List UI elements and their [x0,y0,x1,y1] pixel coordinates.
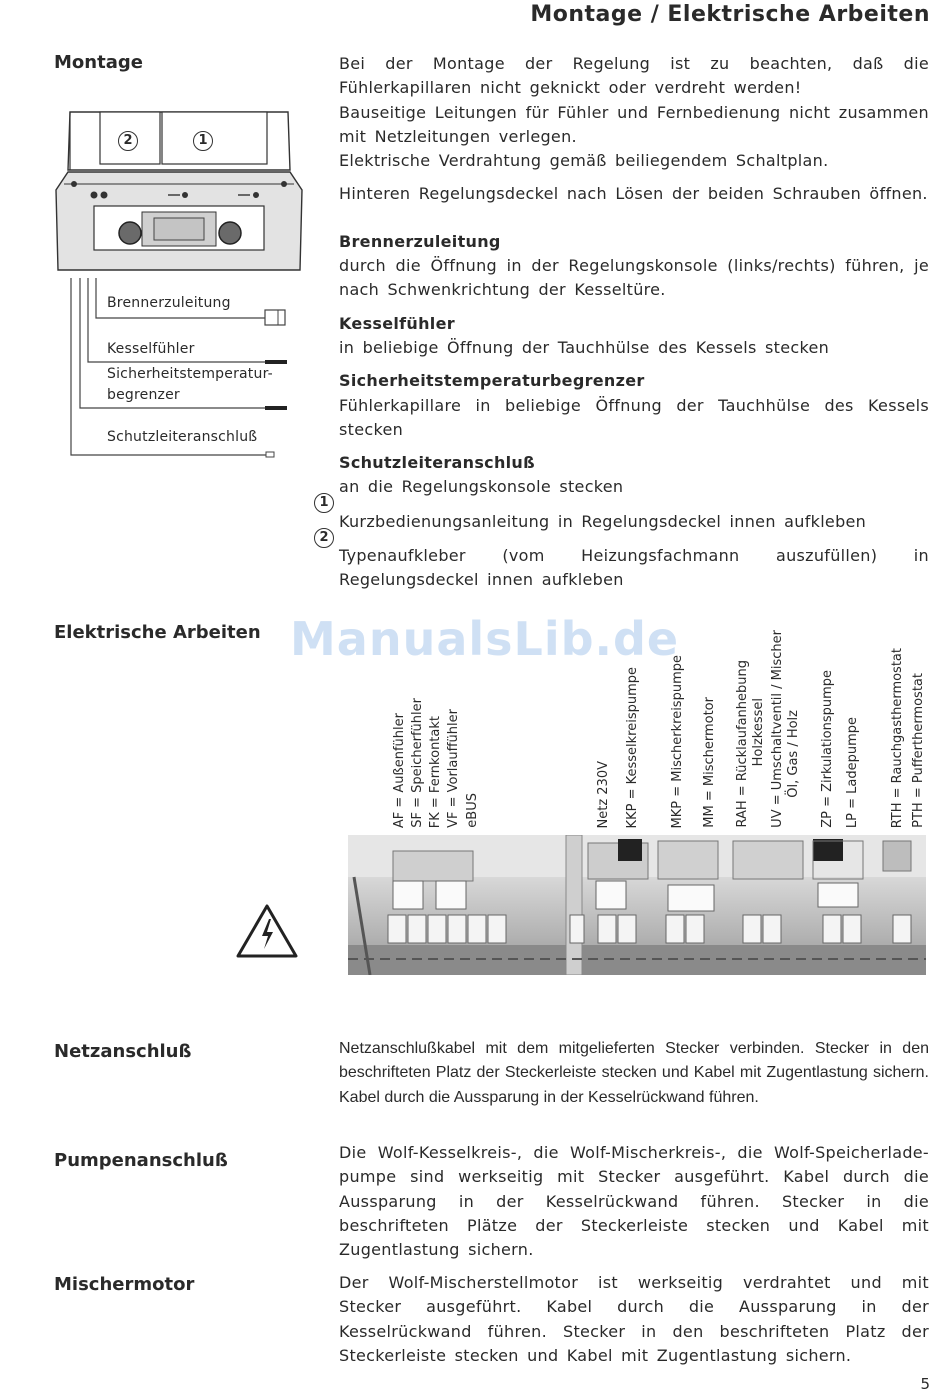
pumpenanschluss-heading: Pumpenanschluß [54,1150,228,1171]
diagram-label-brenner: Brennerzuleitung [107,295,231,311]
terminal-label-mkp: MKP = Mischerkreispumpe [670,654,685,828]
terminal-label-holzkessel: Holzkessel [751,697,766,766]
montage-intro-3: Elektrische Verdrahtung gemäß beiliegendem Schaltplan. [339,151,829,171]
note-marker-1: 1 [314,491,334,513]
terminal-label-ebus: eBUS [465,793,480,828]
pumpenanschluss-text: Die Wolf-Kesselkreis-, die Wolf-Mischerkreis-, die Wolf-Speicherlade-pumpe sind werkseitig mit Stecker ausgeführt. Kabel durch die Aussparung in der Kesselrückwand führen. Stecker in die beschrifteten Plätze der Steckerleiste stecken und Kabel mit Zugentlastung sichern. [339,1143,929,1260]
diagram-marker-1: 1 [193,129,213,151]
terminal-label-netz: Netz 230V [596,760,611,828]
terminal-label-af: AF = Außenfühler [392,712,407,828]
montage-text [339,52,929,593]
terminal-label-kkp: KKP = Kesselkreispumpe [625,666,640,828]
section-text-schutz: an die Regelungskonsole stecken [339,477,624,497]
page-number: 5 [920,1375,930,1393]
section-title-schutz: Schutzleiteranschluß [339,453,535,473]
montage-intro-1: Bei der Montage der Regelung ist zu beachten, daß die Fühlerkapillaren nicht geknickt oder verdreht werden! [339,54,929,98]
section-text-stb: Fühlerkapillare in beliebige Öffnung der Tauchhülse des Kessels stecken [339,395,929,439]
note-marker-2: 2 [314,526,334,548]
diagram-label-kessel: Kesselfühler [107,341,195,357]
mischermotor-text: Der Wolf-Mischerstellmotor ist werkseitig verdrahtet und mit Stecker ausgeführt. Kabel durch die Aussparung in der Kesselrückwand führen. Stecker in den beschrifteten Platz der Steckerleiste stecken und Kabel mit Zugentlastung sichern. [339,1273,929,1365]
diagram-label-stb-2: begrenzer [107,387,180,403]
note-1: Kurzbedienungsanleitung in Regelungsdeckel innen aufkleben [339,511,867,531]
diagram-label-schutz: Schutzleiteranschluß [107,429,258,445]
terminal-labels [380,620,940,828]
terminal-label-fk: FK = Fernkontakt [428,715,443,828]
diagram-marker-2: 2 [118,129,138,151]
note-2: Typenaufkleber (vom Heizungsfachmann auszufüllen) in Regelungsdeckel innen aufkleben [339,546,929,590]
control-unit-diagram [50,100,310,470]
montage-cover-note: Hinteren Regelungsdeckel nach Lösen der beiden Schrauben öffnen. [339,184,928,204]
watermark: ManualsLib.de [290,612,680,666]
montage-heading: Montage [54,52,143,73]
terminal-label-uv-2: Öl, Gas / Holz [786,710,801,798]
section-text-kessel: in beliebige Öffnung der Tauchhülse des Kessels stecken [339,337,830,357]
terminal-strip-image [348,835,926,975]
terminal-label-pth: PTH = Pufferthermostat [911,673,926,828]
section-title-brenner: Brennerzuleitung [339,231,501,251]
netzanschluss-heading: Netzanschluß [54,1041,192,1062]
terminal-label-rth: RTH = Rauchgasthermostat [890,647,905,828]
terminal-label-uv: UV = Umschaltventil / Mischer [770,630,785,828]
diagram-label-stb-1: Sicherheitstemperatur- [107,366,273,382]
montage-intro-2: Bauseitige Leitungen für Fühler und Fernbedienung nicht zusammen mit Netzleitungen verlegen. [339,102,929,146]
terminal-label-zp: ZP = Zirkulationspumpe [820,670,835,828]
terminal-label-lp: LP = Ladepumpe [845,716,860,828]
elektrische-heading: Elektrische Arbeiten [54,622,261,643]
terminal-label-vf: VF = Vorlauffühler [446,709,461,828]
terminal-label-sf: SF = Speicherfühler [410,698,425,828]
mischermotor-heading: Mischermotor [54,1274,195,1295]
page-title: Montage / Elektrische Arbeiten [530,2,930,27]
section-title-stb: Sicherheitstemperaturbegrenzer [339,371,645,391]
high-voltage-warning-icon [235,903,299,959]
section-text-brenner: durch die Öffnung in der Regelungskonsole (links/rechts) führen, je nach Schwenkrichtung der Kesseltüre. [339,256,929,300]
section-title-kessel: Kesselfühler [339,313,455,333]
netzanschluss-text: Netzanschlußkabel mit dem mitgelieferten Stecker verbinden. Stecker in den beschrifteten Platz der Steckerleiste stecken und Kabel mit Zugentlastung sichern. Kabel durch die Aussparung in der Kesselrückwand führen. [339,1040,929,1106]
terminal-label-mm: MM = Mischermotor [702,697,717,828]
terminal-label-rah: RAH = Rücklaufanhebung [735,660,750,828]
